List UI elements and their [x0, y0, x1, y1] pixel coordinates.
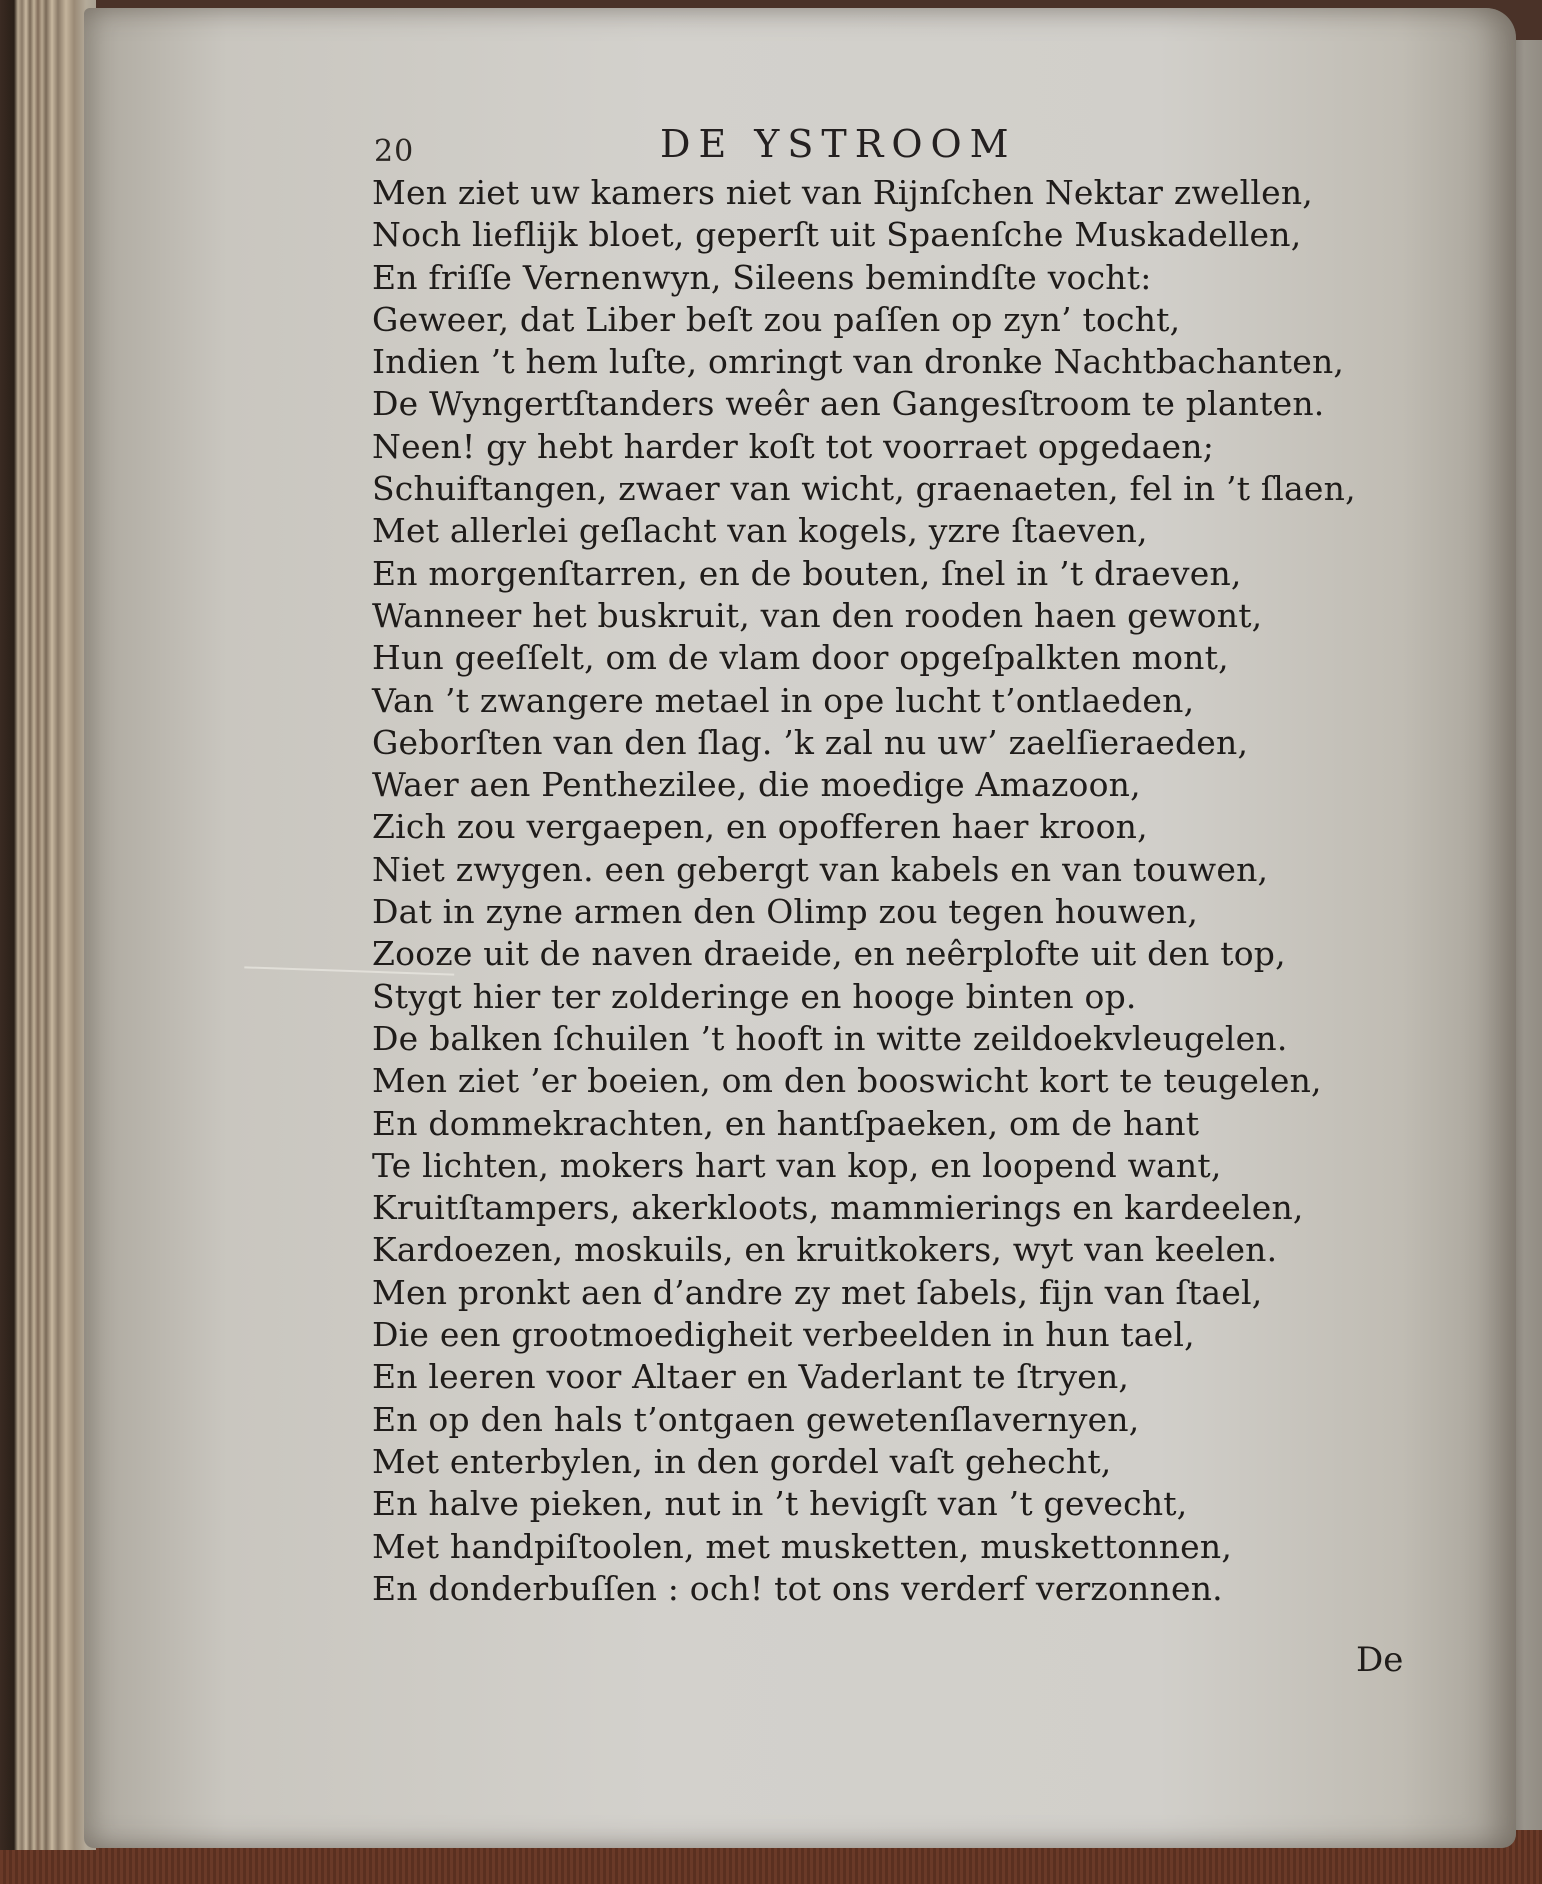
text-line: Waer aen Penthezilee, die moedige Amazoon,: [372, 765, 1141, 805]
text-line: Noch lieflijk bloet, geperſt uit Spaenſche Muskadellen,: [372, 215, 1302, 255]
text-line: Met enterbylen, in den gordel vaſt gehecht,: [372, 1441, 1112, 1481]
text-line: Dat in zyne armen den Olimp zou tegen houwen,: [372, 892, 1199, 932]
text-line: Kardoezen, moskuils, en kruitkokers, wyt van keelen.: [372, 1230, 1278, 1270]
text-line: De balken ſchuilen ’t hooft in witte zeildoekvleugelen.: [372, 1018, 1288, 1058]
text-line: Zooze uit de naven draeide, en neêrplofte uit den top,: [372, 934, 1286, 974]
text-line: Men ziet ’er boeien, om den booswicht kort te teugelen,: [372, 1061, 1322, 1101]
text-line: En friſſe Vernenwyn, Sileens bemindſte vocht:: [372, 257, 1152, 297]
text-line: Geweer, dat Liber beſt zou paſſen op zyn’ tocht,: [372, 299, 1181, 339]
text-line: Indien ’t hem luſte, omringt van dronke Nachtbachanten,: [372, 342, 1345, 382]
text-line: Niet zwygen. een gebergt van kabels en van touwen,: [372, 849, 1269, 889]
page-stack-edges: [0, 0, 96, 1850]
text-line: Geborſten van den ſlag. ’k zal nu uw’ zaelſieraeden,: [372, 722, 1249, 762]
text-line: Stygt hier ter zolderinge en hooge binten op.: [372, 976, 1137, 1016]
text-line: Hun geeſſelt, om de vlam door opgeſpalkten mont,: [372, 638, 1229, 678]
text-line: En op den hals t’ontgaen gewetenſlavernyen,: [372, 1399, 1140, 1439]
text-line: En donderbuſſen : och! tot ons verderf verzonnen.: [372, 1568, 1223, 1608]
text-line: De Wyngertſtanders weêr aen Gangesſtroom te planten.: [372, 384, 1325, 424]
text-line: Neen! gy hebt harder koſt tot voorraet opgedaen;: [372, 426, 1215, 466]
page-header: [0, 122, 1542, 170]
text-line: En morgenſtarren, en de bouten, ſnel in ’t draeven,: [372, 553, 1242, 593]
text-line: En leeren voor Altaer en Vaderlant te ſtryen,: [372, 1357, 1130, 1397]
text-line: Men pronkt aen d’andre zy met ſabels, fijn van ſtael,: [372, 1272, 1263, 1312]
text-line: Van ’t zwangere metael in ope lucht t’ontlaeden,: [372, 680, 1195, 720]
page-number: 20: [374, 134, 415, 169]
text-line: Met allerlei geſlacht van kogels, yzre ſtaeven,: [372, 511, 1148, 551]
text-line: En dommekrachten, en hantſpaeken, om de hant: [372, 1103, 1200, 1143]
text-line: Schuiftangen, zwaer van wicht, graenaeten, fel in ’t ſlaen,: [372, 469, 1356, 509]
catchword: De: [1356, 1640, 1404, 1680]
text-line: Kruitſtampers, akerkloots, mammierings en kardeelen,: [372, 1188, 1304, 1228]
text-line: Te lichten, mokers hart van kop, en loopend want,: [372, 1145, 1222, 1185]
text-line: Men ziet uw kamers niet van Rijnſchen Nektar zwellen,: [372, 173, 1313, 212]
text-line: Met handpiſtoolen, met musketten, muskettonnen,: [372, 1526, 1233, 1566]
text-line: Die een grootmoedigheit verbeelden in hun tael,: [372, 1315, 1195, 1355]
text-line: Wanneer het buskruit, van den rooden haen gewont,: [372, 595, 1263, 635]
running-title: DE YSTROOM: [660, 122, 1017, 166]
text-line: Zich zou vergaepen, en opofferen haer kroon,: [372, 807, 1148, 847]
text-line: En halve pieken, nut in ’t hevigſt van ’t gevecht,: [372, 1484, 1188, 1524]
poem-text: [372, 172, 1412, 1610]
